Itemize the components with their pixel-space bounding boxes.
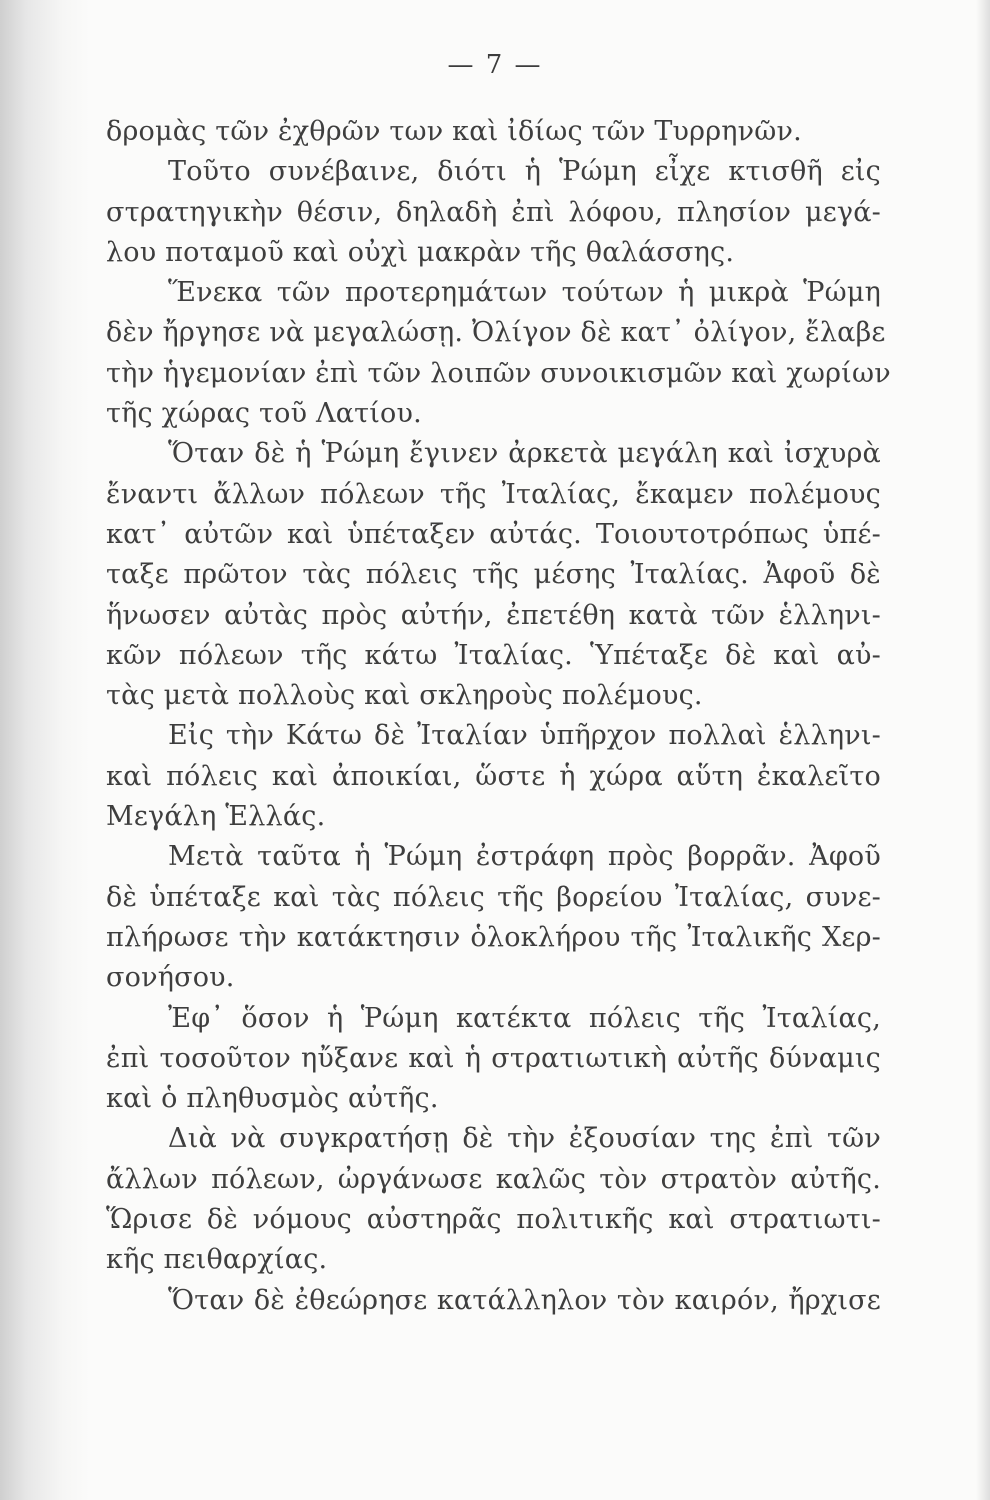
paragraph [106, 1119, 881, 1280]
text-line: τὴν ἡγεμονίαν ἐπὶ τῶν λοιπῶν συνοικισμῶν καὶ χωρίων [106, 357, 891, 389]
text-line: τῆς χώρας τοῦ Λατίου. [106, 398, 422, 430]
text-line: Εἰς τὴν Κάτω δὲ Ἰταλίαν ὑπῆρχον πολλαὶ ἑλληνι- [168, 720, 881, 752]
text-line: σονήσου. [106, 962, 235, 994]
page-number: — 7 — [447, 50, 543, 80]
paragraph [106, 273, 891, 434]
text-line: καὶ ὁ πληθυσμὸς αὐτῆς. [106, 1083, 439, 1115]
paragraph [106, 112, 881, 152]
text-line: ταξε πρῶτον τὰς πόλεις τῆς μέσης Ἰταλίας. Ἀφοῦ δὲ [106, 559, 881, 591]
text-line: στρατηγικὴν θέσιν, δηλαδὴ ἐπὶ λόφου, πλησίον μεγά- [106, 196, 881, 228]
text-line: δρομὰς τῶν ἐχθρῶν των καὶ ἰδίως τῶν Τυρρηνῶν. [106, 116, 802, 147]
spine-shadow [0, 0, 90, 1500]
text-line: ἄλλων πόλεων, ὠργάνωσε καλῶς τὸν στρατὸν αὐτῆς. [106, 1163, 881, 1195]
text-line: Μεγάλη Ἑλλάς. [106, 801, 326, 833]
text-line: Διὰ νὰ συγκρατήσῃ δὲ τὴν ἐξουσίαν της ἐπὶ τῶν [168, 1123, 881, 1155]
text-line: ἥνωσεν αὐτὰς πρὸς αὐτήν, ἐπετέθη κατὰ τῶν ἑλληνι- [106, 599, 881, 631]
text-line: πλήρωσε τὴν κατάκτησιν ὁλοκλήρου τῆς Ἰταλικῆς Χερ- [106, 921, 881, 953]
text-line: Ὅταν δὲ ἐθεώρησε κατάλληλον τὸν καιρόν, ἤρχισε [168, 1284, 881, 1316]
paragraph [106, 152, 881, 273]
paragraph [106, 1281, 881, 1321]
text-line: Ἐφ᾽ ὅσον ἡ Ῥώμη κατέκτα πόλεις τῆς Ἰταλίας, [168, 1002, 881, 1034]
text-line: Ἕνεκα τῶν προτερημάτων τούτων ἡ μικρὰ Ῥώμη [168, 277, 881, 309]
text-line: δὲ ὑπέταξε καὶ τὰς πόλεις τῆς βορείου Ἰταλίας, συνε- [106, 881, 881, 913]
text-line: Ὥρισε δὲ νόμους αὐστηρᾶς πολιτικῆς καὶ στρατιωτι- [106, 1204, 881, 1236]
paragraph [106, 999, 881, 1120]
text-line: κῶν πόλεων τῆς κάτω Ἰταλίας. Ὑπέταξε δὲ καὶ αὐ- [106, 639, 881, 671]
text-line: κῆς πειθαρχίας. [106, 1244, 328, 1276]
text-line: Ὅταν δὲ ἡ Ῥώμη ἔγινεν ἀρκετὰ μεγάλη καὶ ἰσχυρὰ [168, 438, 881, 470]
text-line: ἐπὶ τοσοῦτον ηὔξανε καὶ ἡ στρατιωτικὴ αὐτῆς δύναμις [106, 1042, 881, 1074]
paragraph [106, 434, 881, 716]
text-line: λου ποταμοῦ καὶ οὐχὶ μακρὰν τῆς θαλάσσης. [106, 236, 735, 268]
text-line: Μετὰ ταῦτα ἡ Ῥώμη ἐστράφη πρὸς βορρᾶν. Ἀφοῦ [168, 841, 881, 873]
page-edge-shadow [976, 0, 990, 1500]
text-line: Τοῦτο συνέβαινε, διότι ἡ Ῥώμη εἶχε κτισθῆ εἰς [168, 156, 881, 188]
text-line: τὰς μετὰ πολλοὺς καὶ σκληροὺς πολέμους. [106, 680, 703, 712]
text-line: καὶ πόλεις καὶ ἀποικίαι, ὥστε ἡ χώρα αὕτη ἐκαλεῖτο [106, 760, 881, 792]
text-line: ἔναντι ἄλλων πόλεων τῆς Ἰταλίας, ἔκαμεν πολέμους [106, 478, 881, 510]
paragraph [106, 837, 881, 998]
body-text [106, 112, 891, 1321]
text-line: δὲν ἤργησε νὰ μεγαλώσῃ. Ὀλίγον δὲ κατ᾽ ὀλίγον, ἔλαβε [106, 317, 886, 349]
paragraph [106, 716, 881, 837]
text-line: κατ᾽ αὐτῶν καὶ ὑπέταξεν αὐτάς. Τοιουτοτρόπως ὑπέ- [106, 518, 881, 550]
